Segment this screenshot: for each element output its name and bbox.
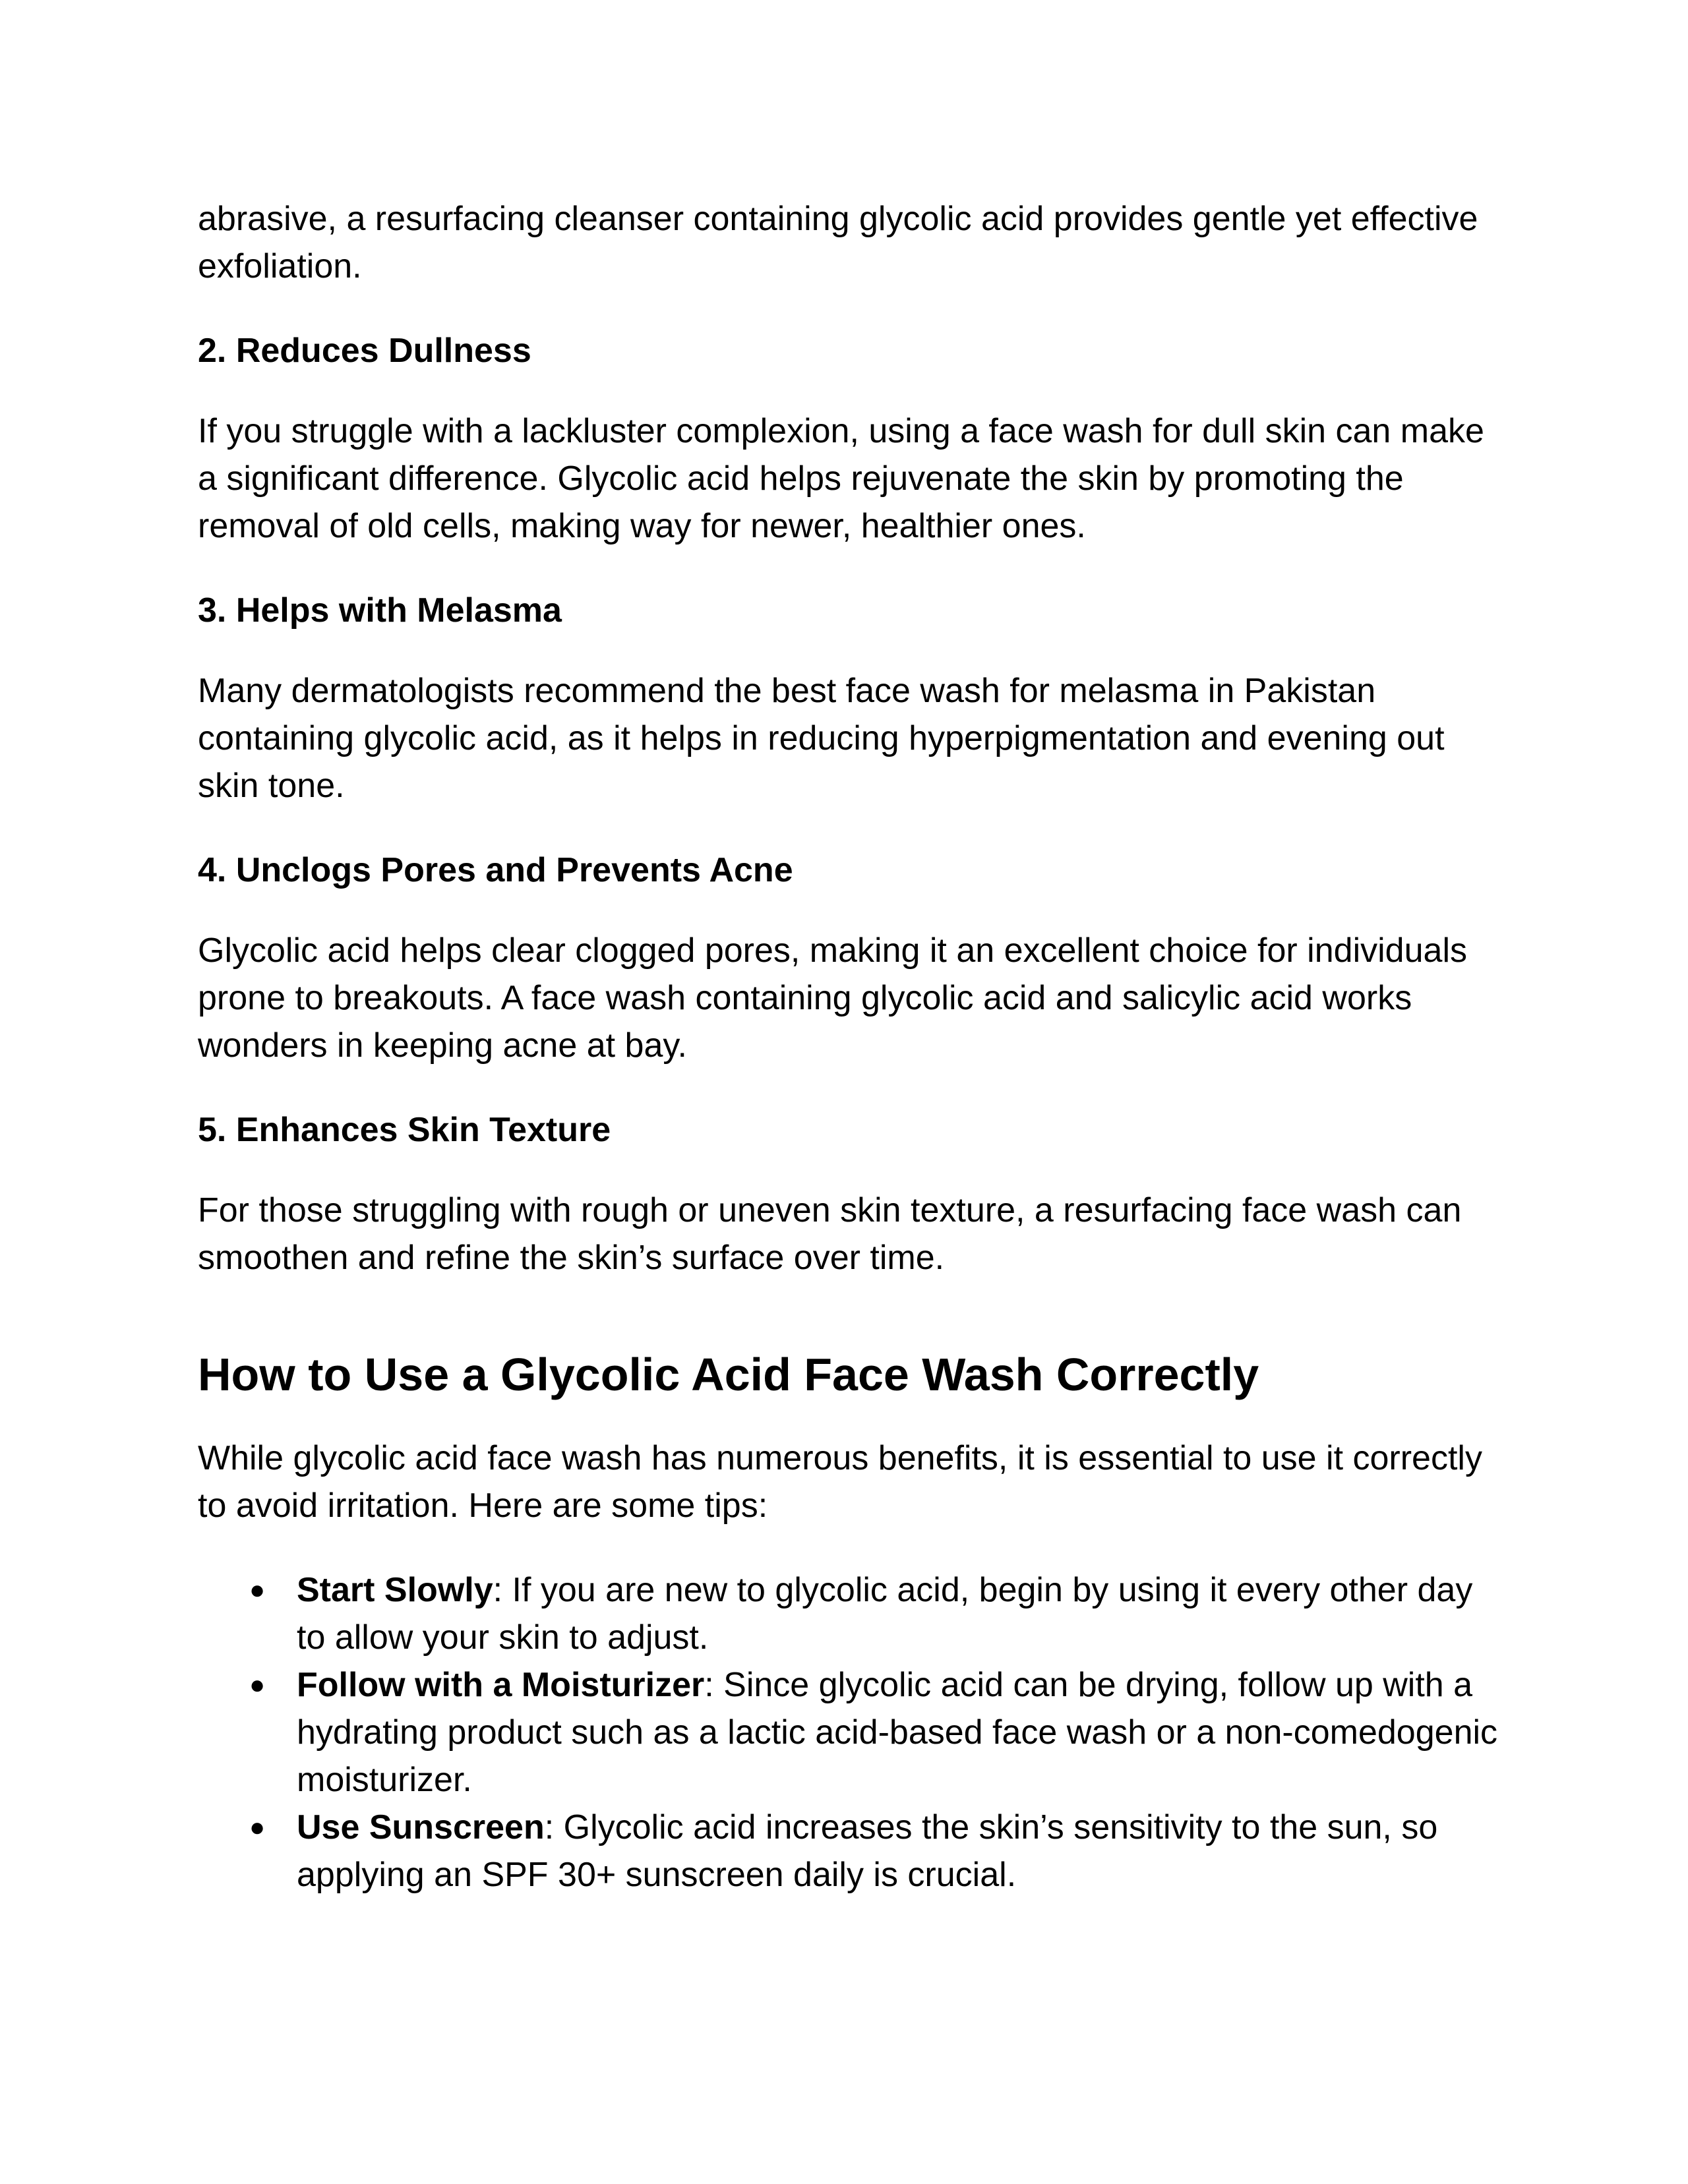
benefit-heading-skin-texture: 5. Enhances Skin Texture	[198, 1111, 611, 1149]
tip-label: Start Slowly	[297, 1571, 493, 1609]
bullet-icon: ●	[249, 1576, 266, 1605]
bullet-icon: ●	[249, 1670, 266, 1699]
list-item	[198, 1661, 1503, 1804]
section-heading-usage: How to Use a Glycolic Acid Face Wash Correctly	[198, 1349, 1259, 1400]
benefit-heading-pores-acne: 4. Unclogs Pores and Prevents Acne	[198, 851, 793, 889]
intro-paragraph: abrasive, a resurfacing cleanser containing glycolic acid provides gentle yet effective exfoliation.	[198, 200, 1478, 285]
benefit-text-reduces-dullness: If you struggle with a lackluster complexion, using a face wash for dull skin can make a significant difference. Glycolic acid helps rejuvenate the skin by promoting the removal of old cells, making way for newer, healthier ones.	[198, 412, 1484, 545]
bullet-icon: ●	[249, 1813, 266, 1842]
benefit-heading-reduces-dullness: 2. Reduces Dullness	[198, 332, 531, 370]
usage-intro-paragraph: While glycolic acid face wash has numerous benefits, it is essential to use it correctly to avoid irritation. Here are some tips:	[198, 1439, 1482, 1525]
tip-label: Follow with a Moisturizer	[297, 1666, 705, 1704]
benefit-heading-melasma: 3. Helps with Melasma	[198, 591, 562, 630]
tip-text: : Glycolic acid increases the skin’s sensitivity to the sun, so applying an SPF 30+ sunscreen daily is crucial.	[297, 1808, 1438, 1894]
document-page	[198, 195, 1503, 1899]
benefit-text-skin-texture: For those struggling with rough or uneven skin texture, a resurfacing face wash can smoothen and refine the skin’s surface over time.	[198, 1191, 1462, 1277]
benefit-text-melasma: Many dermatologists recommend the best face wash for melasma in Pakistan containing glycolic acid, as it helps in reducing hyperpigmentation and evening out skin tone.	[198, 672, 1445, 805]
list-item	[198, 1804, 1503, 1899]
tip-text: : Since glycolic acid can be drying, follow up with a hydrating product such as a lactic acid-based face wash or a non-comedogenic moisturizer.	[297, 1666, 1498, 1799]
list-item	[198, 1566, 1503, 1661]
tip-label: Use Sunscreen	[297, 1808, 545, 1846]
tip-text: : If you are new to glycolic acid, begin by using it every other day to allow your skin to adjust.	[297, 1571, 1473, 1657]
benefit-text-pores-acne: Glycolic acid helps clear clogged pores, making it an excellent choice for individuals prone to breakouts. A face wash containing glycolic acid and salicylic acid works wonders in keeping acne at bay.	[198, 931, 1467, 1065]
tips-list	[198, 1566, 1503, 1899]
